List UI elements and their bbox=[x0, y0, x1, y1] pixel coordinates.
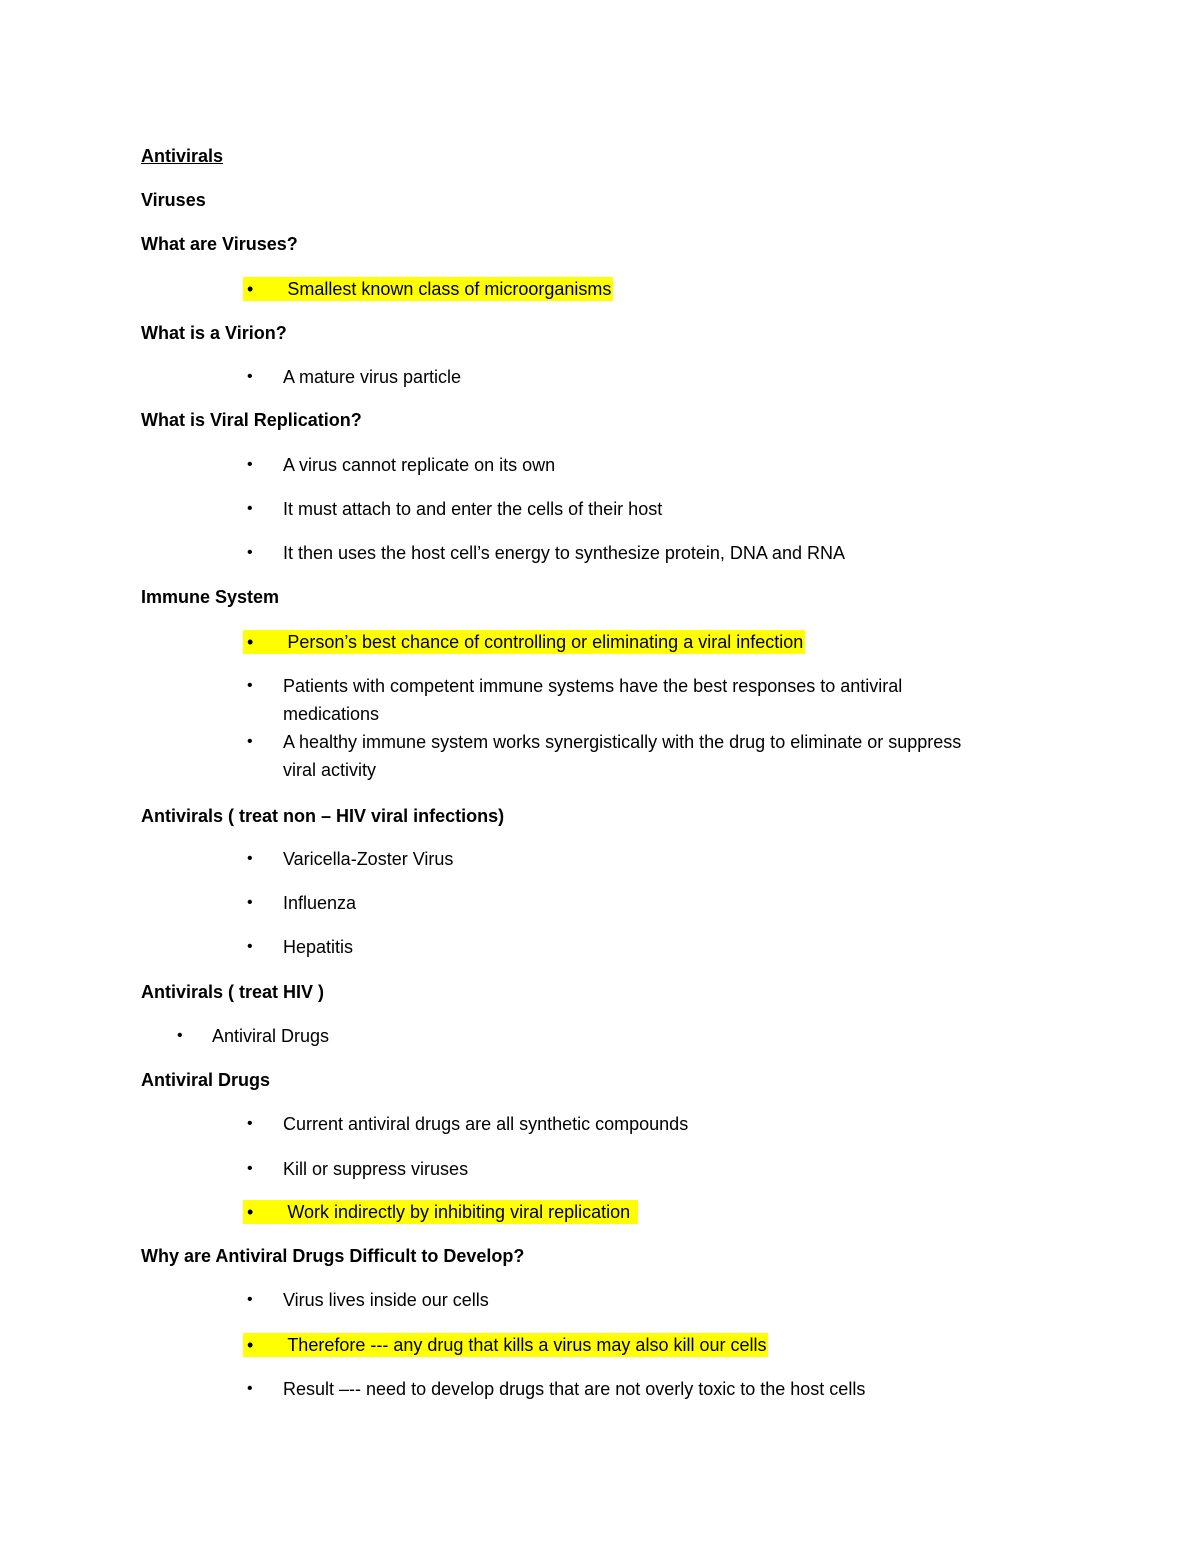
bullet-icon: • bbox=[247, 456, 253, 473]
list-item-text: Work indirectly by inhibiting viral replication bbox=[277, 1200, 638, 1224]
list-item-text: Therefore --- any drug that kills a virus may also kill our cells bbox=[277, 1333, 768, 1357]
bullet-icon: • bbox=[177, 1027, 183, 1044]
section-heading-what-are-viruses: What are Viruses? bbox=[141, 234, 298, 254]
list-item-text: It must attach to and enter the cells of their host bbox=[283, 499, 663, 519]
section-heading-non-hiv: Antivirals ( treat non – HIV viral infections) bbox=[141, 806, 505, 826]
list-item-text: Patients with competent immune systems have the best responses to antiviral bbox=[283, 676, 903, 696]
list-item-text: Virus lives inside our cells bbox=[283, 1290, 489, 1310]
bullet-icon: • bbox=[247, 894, 253, 911]
list-item-text: medications bbox=[283, 704, 380, 724]
list-item bbox=[243, 277, 613, 301]
bullet-icon: • bbox=[247, 733, 253, 750]
list-item-text: It then uses the host cell’s energy to synthesize protein, DNA and RNA bbox=[283, 543, 845, 563]
section-heading-immune: Immune System bbox=[141, 587, 280, 607]
list-item-text: A mature virus particle bbox=[283, 367, 462, 387]
section-heading-replication: What is Viral Replication? bbox=[141, 410, 362, 430]
bullet-icon: • bbox=[247, 368, 253, 385]
bullet-icon: • bbox=[247, 1291, 253, 1308]
list-item-text: viral activity bbox=[283, 760, 377, 780]
bullet-icon: • bbox=[247, 677, 253, 694]
bullet-icon: • bbox=[247, 938, 253, 955]
section-heading-hiv: Antivirals ( treat HIV ) bbox=[141, 982, 325, 1002]
bullet-icon: • bbox=[243, 277, 277, 301]
bullet-icon: • bbox=[243, 1200, 277, 1224]
bullet-icon: • bbox=[243, 1333, 277, 1357]
bullet-icon: • bbox=[247, 544, 253, 561]
bullet-icon: • bbox=[243, 630, 277, 654]
list-item-text: Current antiviral drugs are all synthetic compounds bbox=[283, 1114, 689, 1134]
list-item-text: Varicella-Zoster Virus bbox=[283, 849, 454, 869]
bullet-icon: • bbox=[247, 1160, 253, 1177]
list-item-text: Antiviral Drugs bbox=[212, 1026, 330, 1046]
list-item-text: Result –-- need to develop drugs that are not overly toxic to the host cells bbox=[283, 1379, 866, 1399]
bullet-icon: • bbox=[247, 500, 253, 517]
list-item-text: Influenza bbox=[283, 893, 357, 913]
list-item-text: Hepatitis bbox=[283, 937, 354, 957]
document-title: Antivirals bbox=[141, 146, 224, 166]
list-item-text: A healthy immune system works synergistically with the drug to eliminate or suppress bbox=[283, 732, 962, 752]
list-item-text: Person’s best chance of controlling or eliminating a viral infection bbox=[277, 630, 805, 654]
section-heading-viruses: Viruses bbox=[141, 190, 206, 210]
section-heading-drugs: Antiviral Drugs bbox=[141, 1070, 271, 1090]
bullet-icon: • bbox=[247, 1115, 253, 1132]
section-heading-virion: What is a Virion? bbox=[141, 323, 287, 343]
bullet-icon: • bbox=[247, 850, 253, 867]
section-heading-difficult: Why are Antiviral Drugs Difficult to Develop? bbox=[141, 1246, 525, 1266]
list-item bbox=[243, 1200, 638, 1224]
list-item-text: Smallest known class of microorganisms bbox=[277, 277, 613, 301]
list-item bbox=[243, 1333, 768, 1357]
list-item-text: A virus cannot replicate on its own bbox=[283, 455, 556, 475]
list-item-text: Kill or suppress viruses bbox=[283, 1159, 469, 1179]
bullet-icon: • bbox=[247, 1380, 253, 1397]
list-item bbox=[243, 630, 805, 654]
